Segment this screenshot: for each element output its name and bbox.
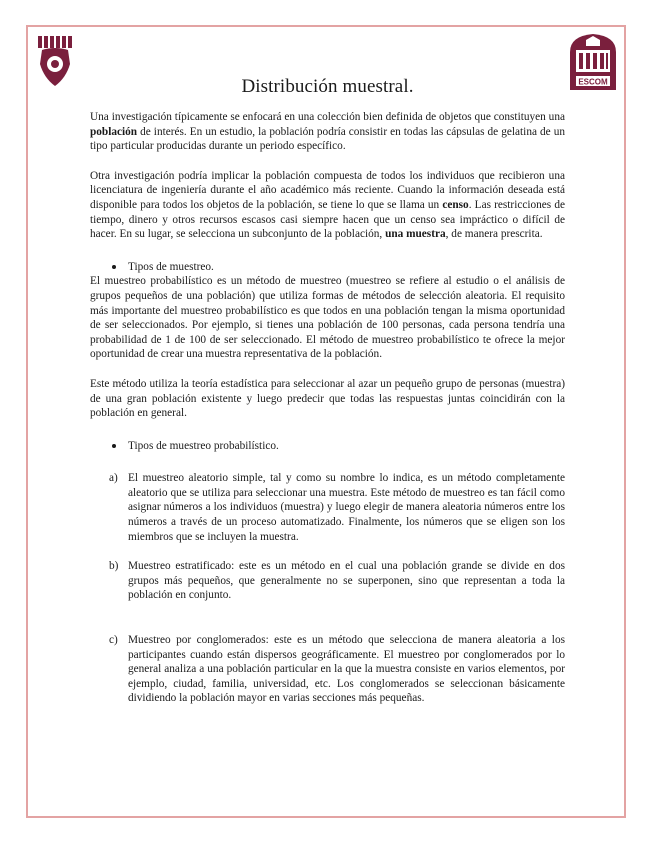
document-body [90,110,565,706]
paragraph-method: Este método utiliza la teoría estadística para seleccionar al azar un pequeño grupo de personas (muestra) de una gran población existente y luego predecir que todas las respuestas juntas coincidirán con la población en general. [90,377,565,420]
paragraph-probabilistic: El muestreo probabilístico es un método de muestreo (muestreo se refiere al estudio o el análisis de grupos pequeños de una población) que utiliza formas de métodos de selección aleatoria. El requisito más importante del muestreo probabilístico es que todos en una población tengan la misma oportunidad de ser seleccionados. Por ejemplo, si tienes una población de 100 personas, cada persona tendría una probabilidad de 1 de 100 de ser seleccionado. El método de muestreo probabilístico te ofrece la mejor oportunidad de crear una muestra representativa de la población. [90,275,565,361]
paragraph-intro: Una investigación típicamente se enfocará en una colección bien definida de objetos que constituyen una población de interés. En un estudio, la población podría consistir en todas las cápsulas de gelatina de un tipo particular producidas durante un periodo específico. [90,111,565,153]
list-item-a: a) El muestreo aleatorio simple, tal y como su nombre lo indica, es un método completamente aleatorio que se utiliza para seleccionar una muestra. Este método de muestreo es tan fácil como asignar números a los individuos (muestra) y luego elegir de manera aleatoria números entre los números a través de un proceso automatizado. Finalmente, los números que se eligen son los miembros que se incluyen la muestra. [109,472,565,543]
svg-text:ESCOM: ESCOM [578,77,608,87]
bullet-probabilistic-types: Tipos de muestreo probabilístico. [90,439,565,454]
paragraph-census: Otra investigación podría implicar la población compuesta de todos los individuos que recibieron una licenciatura de ingeniería durante el año académico más reciente. Cuando la información deseada está disponible para todos los objetos de la población, se tiene lo que se llama un censo. Las restricciones de tiempo, dinero y otros recursos escasos casi siempre hacen que un censo sea impráctico o difícil de hacer. En su lugar, se selecciona un subconjunto de la población, una muestra, de manera prescrita. [90,169,566,241]
bullet-sampling-types: Tipos de muestreo. [90,260,565,275]
page-title: Distribución muestral. [241,76,414,97]
list-item-c: c) Muestreo por conglomerados: este es un método que selecciona de manera aleatoria a los participantes cuando están dispersos geográficamente. El muestreo por conglomerados por lo general analiza a una población particular en la que la muestra consiste en varios elementos, por ejemplo, ciudad, familia, universidad, etc. Los conglomerados se seleccionan básicamente dividiendo la población mayor en varias secciones más pequeñas. [109,634,565,705]
list-item-b: b) Muestreo estratificado: este es un método en el cual una población grande se divide en dos grupos más pequeños, que generalmente no se superponen, sino que representan a toda la población en conjunto. [109,560,565,602]
